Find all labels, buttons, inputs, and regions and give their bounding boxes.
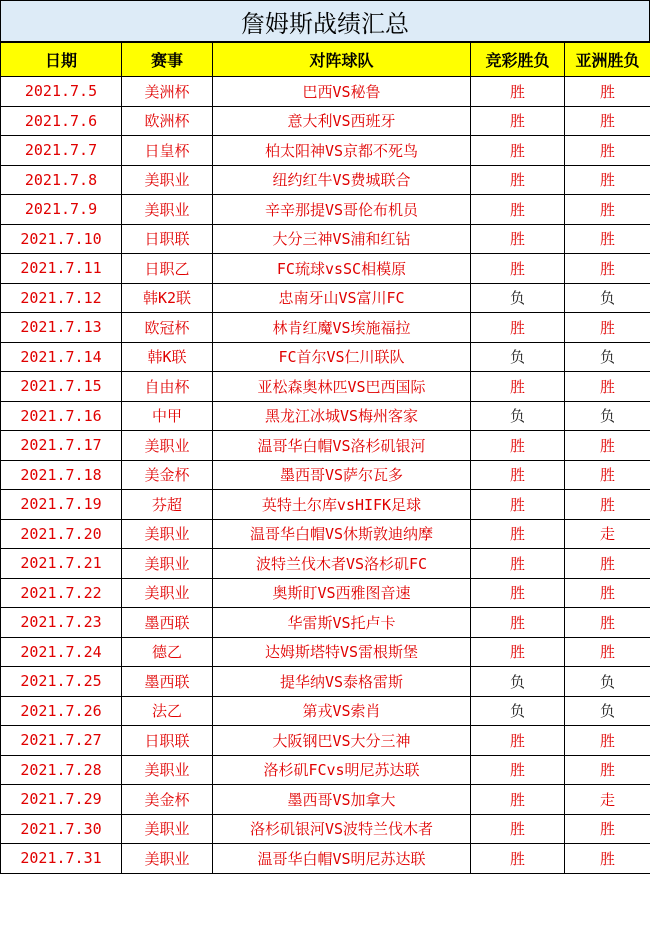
header-asian: 亚洲胜负 bbox=[565, 43, 650, 77]
header-event: 赛事 bbox=[122, 43, 213, 77]
cell-match: 亚松森奥林匹VS巴西国际 bbox=[213, 372, 471, 402]
cell-match: 奥斯盯VS西雅图音速 bbox=[213, 578, 471, 608]
cell-jingcai: 胜 bbox=[471, 224, 565, 254]
cell-match: 黑龙江冰城VS梅州客家 bbox=[213, 401, 471, 431]
cell-match: 温哥华白帽VS洛杉矶银河 bbox=[213, 431, 471, 461]
cell-match: 墨西哥VS加拿大 bbox=[213, 785, 471, 815]
cell-asian: 胜 bbox=[565, 254, 650, 284]
cell-event: 自由杯 bbox=[122, 372, 213, 402]
cell-jingcai: 胜 bbox=[471, 755, 565, 785]
cell-jingcai: 负 bbox=[471, 401, 565, 431]
cell-match: 华雷斯VS托卢卡 bbox=[213, 608, 471, 638]
cell-match: 波特兰伐木者VS洛杉矶FC bbox=[213, 549, 471, 579]
cell-asian: 负 bbox=[565, 401, 650, 431]
cell-match: 大分三神VS浦和红钻 bbox=[213, 224, 471, 254]
cell-jingcai: 胜 bbox=[471, 136, 565, 166]
cell-date: 2021.7.14 bbox=[1, 342, 122, 372]
cell-match: 英特土尔库vsHIFK足球 bbox=[213, 490, 471, 520]
cell-match: 达姆斯塔特VS雷根斯堡 bbox=[213, 637, 471, 667]
cell-asian: 走 bbox=[565, 785, 650, 815]
cell-jingcai: 胜 bbox=[471, 726, 565, 756]
cell-event: 美职业 bbox=[122, 814, 213, 844]
cell-asian: 负 bbox=[565, 667, 650, 697]
cell-asian: 胜 bbox=[565, 431, 650, 461]
cell-event: 美职业 bbox=[122, 165, 213, 195]
cell-match: 巴西VS秘鲁 bbox=[213, 77, 471, 107]
cell-match: 提华纳VS泰格雷斯 bbox=[213, 667, 471, 697]
cell-event: 墨西联 bbox=[122, 667, 213, 697]
cell-event: 美职业 bbox=[122, 844, 213, 874]
cell-asian: 胜 bbox=[565, 549, 650, 579]
cell-event: 美职业 bbox=[122, 755, 213, 785]
cell-jingcai: 负 bbox=[471, 283, 565, 313]
cell-event: 美职业 bbox=[122, 195, 213, 225]
cell-jingcai: 胜 bbox=[471, 313, 565, 343]
cell-event: 欧洲杯 bbox=[122, 106, 213, 136]
cell-match: 温哥华白帽VS明尼苏达联 bbox=[213, 844, 471, 874]
table-row bbox=[1, 165, 650, 195]
cell-event: 日职联 bbox=[122, 224, 213, 254]
cell-date: 2021.7.23 bbox=[1, 608, 122, 638]
cell-asian: 胜 bbox=[565, 372, 650, 402]
cell-event: 美职业 bbox=[122, 549, 213, 579]
cell-jingcai: 胜 bbox=[471, 165, 565, 195]
table-row bbox=[1, 106, 650, 136]
table-row bbox=[1, 844, 650, 874]
cell-date: 2021.7.16 bbox=[1, 401, 122, 431]
cell-match: FC首尔VS仁川联队 bbox=[213, 342, 471, 372]
cell-event: 欧冠杯 bbox=[122, 313, 213, 343]
cell-jingcai: 胜 bbox=[471, 77, 565, 107]
table-row bbox=[1, 195, 650, 225]
cell-asian: 胜 bbox=[565, 77, 650, 107]
table-row bbox=[1, 431, 650, 461]
cell-asian: 胜 bbox=[565, 814, 650, 844]
cell-asian: 胜 bbox=[565, 106, 650, 136]
header-jingcai: 竞彩胜负 bbox=[471, 43, 565, 77]
cell-event: 日职乙 bbox=[122, 254, 213, 284]
cell-event: 中甲 bbox=[122, 401, 213, 431]
table-row bbox=[1, 283, 650, 313]
cell-match: 洛杉矶银河VS波特兰伐木者 bbox=[213, 814, 471, 844]
cell-match: 洛杉矶FCvs明尼苏达联 bbox=[213, 755, 471, 785]
table-row bbox=[1, 519, 650, 549]
cell-asian: 胜 bbox=[565, 490, 650, 520]
table-row bbox=[1, 667, 650, 697]
cell-jingcai: 胜 bbox=[471, 254, 565, 284]
cell-date: 2021.7.31 bbox=[1, 844, 122, 874]
cell-event: 日职联 bbox=[122, 726, 213, 756]
table-row bbox=[1, 224, 650, 254]
table-row bbox=[1, 549, 650, 579]
table-row bbox=[1, 726, 650, 756]
cell-match: 辛辛那提VS哥伦布机员 bbox=[213, 195, 471, 225]
cell-date: 2021.7.29 bbox=[1, 785, 122, 815]
cell-event: 美金杯 bbox=[122, 785, 213, 815]
record-table bbox=[0, 42, 650, 874]
cell-asian: 胜 bbox=[565, 460, 650, 490]
cell-match: 大阪钢巴VS大分三神 bbox=[213, 726, 471, 756]
cell-asian: 负 bbox=[565, 696, 650, 726]
cell-date: 2021.7.11 bbox=[1, 254, 122, 284]
cell-date: 2021.7.6 bbox=[1, 106, 122, 136]
cell-asian: 走 bbox=[565, 519, 650, 549]
cell-date: 2021.7.10 bbox=[1, 224, 122, 254]
cell-jingcai: 胜 bbox=[471, 431, 565, 461]
table-row bbox=[1, 401, 650, 431]
cell-date: 2021.7.26 bbox=[1, 696, 122, 726]
cell-asian: 胜 bbox=[565, 726, 650, 756]
cell-match: 意大利VS西班牙 bbox=[213, 106, 471, 136]
cell-jingcai: 胜 bbox=[471, 608, 565, 638]
cell-jingcai: 负 bbox=[471, 696, 565, 726]
table-row bbox=[1, 254, 650, 284]
cell-date: 2021.7.18 bbox=[1, 460, 122, 490]
cell-jingcai: 胜 bbox=[471, 578, 565, 608]
cell-event: 美金杯 bbox=[122, 460, 213, 490]
table-row bbox=[1, 372, 650, 402]
cell-event: 韩K2联 bbox=[122, 283, 213, 313]
cell-jingcai: 胜 bbox=[471, 490, 565, 520]
cell-jingcai: 胜 bbox=[471, 814, 565, 844]
cell-date: 2021.7.19 bbox=[1, 490, 122, 520]
cell-date: 2021.7.9 bbox=[1, 195, 122, 225]
cell-match: 墨西哥VS萨尔瓦多 bbox=[213, 460, 471, 490]
cell-jingcai: 胜 bbox=[471, 637, 565, 667]
cell-asian: 胜 bbox=[565, 224, 650, 254]
cell-event: 芬超 bbox=[122, 490, 213, 520]
header-match: 对阵球队 bbox=[213, 43, 471, 77]
cell-asian: 胜 bbox=[565, 578, 650, 608]
table-row bbox=[1, 814, 650, 844]
record-body bbox=[1, 77, 650, 874]
cell-date: 2021.7.28 bbox=[1, 755, 122, 785]
cell-asian: 负 bbox=[565, 283, 650, 313]
cell-date: 2021.7.15 bbox=[1, 372, 122, 402]
cell-match: 忠南牙山VS富川FC bbox=[213, 283, 471, 313]
table-row bbox=[1, 460, 650, 490]
cell-jingcai: 胜 bbox=[471, 785, 565, 815]
cell-event: 德乙 bbox=[122, 637, 213, 667]
cell-match: 林肯红魔VS埃施福拉 bbox=[213, 313, 471, 343]
cell-event: 墨西联 bbox=[122, 608, 213, 638]
cell-event: 美职业 bbox=[122, 578, 213, 608]
cell-asian: 胜 bbox=[565, 313, 650, 343]
cell-jingcai: 胜 bbox=[471, 106, 565, 136]
table-row bbox=[1, 77, 650, 107]
cell-date: 2021.7.17 bbox=[1, 431, 122, 461]
cell-match: 柏太阳神VS京都不死鸟 bbox=[213, 136, 471, 166]
cell-date: 2021.7.12 bbox=[1, 283, 122, 313]
cell-asian: 胜 bbox=[565, 637, 650, 667]
table-row bbox=[1, 785, 650, 815]
cell-asian: 胜 bbox=[565, 136, 650, 166]
cell-match: 温哥华白帽VS休斯敦迪纳摩 bbox=[213, 519, 471, 549]
header-row bbox=[1, 43, 650, 77]
cell-asian: 胜 bbox=[565, 608, 650, 638]
cell-asian: 负 bbox=[565, 342, 650, 372]
table-row bbox=[1, 490, 650, 520]
table-row bbox=[1, 578, 650, 608]
sheet-title: 詹姆斯战绩汇总 bbox=[0, 0, 650, 42]
cell-date: 2021.7.27 bbox=[1, 726, 122, 756]
cell-jingcai: 负 bbox=[471, 667, 565, 697]
cell-date: 2021.7.30 bbox=[1, 814, 122, 844]
table-row bbox=[1, 313, 650, 343]
cell-jingcai: 胜 bbox=[471, 195, 565, 225]
cell-jingcai: 胜 bbox=[471, 549, 565, 579]
cell-jingcai: 胜 bbox=[471, 460, 565, 490]
cell-asian: 胜 bbox=[565, 844, 650, 874]
table-row bbox=[1, 342, 650, 372]
cell-asian: 胜 bbox=[565, 195, 650, 225]
cell-date: 2021.7.7 bbox=[1, 136, 122, 166]
cell-date: 2021.7.25 bbox=[1, 667, 122, 697]
cell-match: 纽约红牛VS费城联合 bbox=[213, 165, 471, 195]
table-row bbox=[1, 755, 650, 785]
table-row bbox=[1, 637, 650, 667]
cell-asian: 胜 bbox=[565, 165, 650, 195]
cell-jingcai: 胜 bbox=[471, 372, 565, 402]
table-row bbox=[1, 696, 650, 726]
cell-event: 日皇杯 bbox=[122, 136, 213, 166]
cell-jingcai: 胜 bbox=[471, 844, 565, 874]
cell-date: 2021.7.21 bbox=[1, 549, 122, 579]
cell-event: 法乙 bbox=[122, 696, 213, 726]
cell-match: FC琉球vsSC相模原 bbox=[213, 254, 471, 284]
cell-asian: 胜 bbox=[565, 755, 650, 785]
cell-date: 2021.7.8 bbox=[1, 165, 122, 195]
cell-date: 2021.7.20 bbox=[1, 519, 122, 549]
cell-event: 美洲杯 bbox=[122, 77, 213, 107]
cell-date: 2021.7.22 bbox=[1, 578, 122, 608]
cell-date: 2021.7.5 bbox=[1, 77, 122, 107]
cell-date: 2021.7.24 bbox=[1, 637, 122, 667]
cell-event: 美职业 bbox=[122, 519, 213, 549]
cell-date: 2021.7.13 bbox=[1, 313, 122, 343]
cell-event: 韩K联 bbox=[122, 342, 213, 372]
table-row bbox=[1, 136, 650, 166]
cell-jingcai: 胜 bbox=[471, 519, 565, 549]
header-date: 日期 bbox=[1, 43, 122, 77]
cell-match: 第戎VS索肖 bbox=[213, 696, 471, 726]
table-row bbox=[1, 608, 650, 638]
cell-jingcai: 负 bbox=[471, 342, 565, 372]
cell-event: 美职业 bbox=[122, 431, 213, 461]
